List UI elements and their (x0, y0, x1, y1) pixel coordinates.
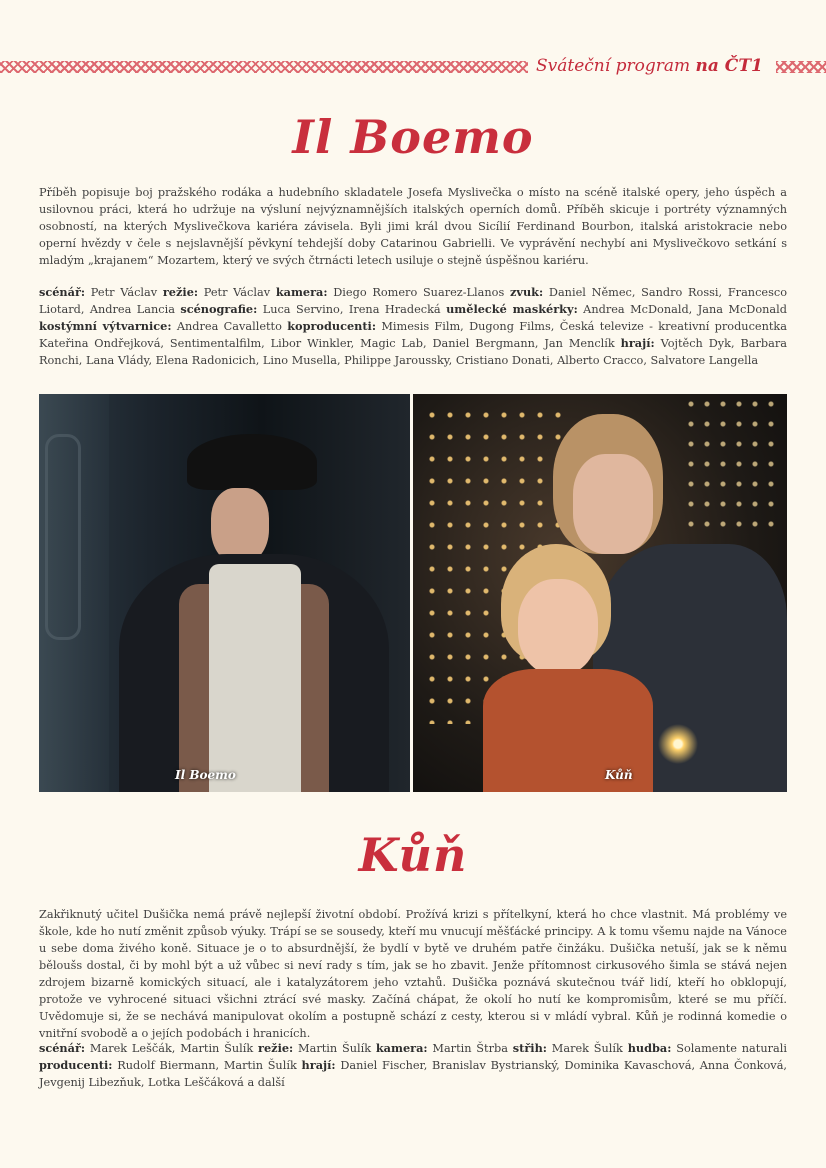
credit-value: Andrea McDonald, Jana McDonald (583, 303, 787, 316)
photo-sparkler (658, 724, 698, 764)
credit-value: Luca Servino, Irena Hradecká (262, 303, 441, 316)
credit-label: scénář: (39, 1041, 86, 1055)
credit-label: scénografie: (180, 302, 258, 316)
decorative-pattern-left (0, 61, 528, 73)
film-synopsis-il-boemo: Příběh popisuje boj pražského rodáka a hudebního skladatele Josefa Myslivečka o místo na scéně italské opery, jeho úspěch a usilovnou práci, která ho udržuje na výsluní nejvýznamnějších italských operních domů. Příběh skicuje i portréty významných osobností, na kterých Myslivečkova kariéra závisela. Byli jimi král dvou Sicílií Ferdinand Bourbon, italská aristokracie nebo operní hvězdy v čele s nejslavnější pěvkyní tehdejší doby Catarinou Gabrielli. Ve vyprávění nechybí ani Myslivečkovo setkání s mladým „krajanem“ Mozartem, který ve svých čtrnácti letech usiluje o stejně úspěšnou kariéru. (39, 186, 787, 267)
film-title-kun: Kůň (358, 828, 468, 882)
credit-value: Daniel Fischer, Branislav Bystrianský, Dominika Kavaschová, Anna Čonková, Jevgenij Libezňuk, Lotka Leščáková a další (39, 1059, 788, 1089)
credit-label: kamera: (275, 285, 328, 299)
film-title-il-boemo: Il Boemo (292, 110, 534, 164)
credit-value: Daniel Němec, Sandro Rossi, Francesco Liotard, Andrea Lancia (39, 286, 788, 316)
credit-value: Andrea Cavalletto (176, 320, 282, 333)
credit-label: kamera: (375, 1041, 428, 1055)
channel-label: na ČT1 (695, 56, 763, 76)
photo-waistcoat (209, 564, 301, 792)
credit-label: scénář: (39, 285, 86, 299)
credit-label: hrají: (301, 1058, 336, 1072)
credit-label: zvuk: (509, 285, 544, 299)
photo-door-ornament (45, 434, 81, 640)
credit-label: střih: (512, 1041, 547, 1055)
photo-face (211, 488, 269, 564)
credit-label: kostýmní výtvarnice: (39, 319, 172, 333)
credit-value: Marek Leščák, Martin Šulík (89, 1042, 254, 1055)
credit-label: režie: (162, 285, 199, 299)
photo-woman-face (573, 454, 653, 554)
credit-value: Solamente naturali (676, 1042, 787, 1055)
film-credits-il-boemo (39, 284, 787, 369)
credit-label: režie: (258, 1041, 294, 1055)
film-synopsis-kun: Zakřiknutý učitel Dušička nemá právě nejlepší životní období. Prožívá krizi s přítelkyní, která ho chce vlastnit. Má problémy ve škole, kde ho nutí změnit způsob výuky. Trápí se se sousedy, kteří mu vnucují měšťácké principy. A k tomu všemu najde na Vánoce u sebe doma živého koně. Situace je o to absurdnější, že bydlí v bytě ve druhém patře činžáku. Dušička netuší, jak se k němu běloušs dostal, či by mohl být a už vůbec si neví rady s tím, jak se ho zbavit. Jenže přítomnost cirkusového šimla se stává nejen zdrojem bizarně komických situací, ale i katalyzátorem jeho vztahů. Dušička poznává skutečnou tvář lidí, kteří ho obklopují, protože ve vyhrocené situaci všichni ztrácí své masky. Začíná chápat, že okolí ho nutí ke kompromisům, které se mu příčí. Uvědomuje si, že se nechává manipulovat okolím a postupně schází z cesty, kterou si v mládí vybral. Kůň je rodinná komedie o vnitřní svobodě a o jejích podobách i hranicích. (39, 908, 787, 1040)
photo-kun (413, 394, 787, 792)
photo-il-boemo (39, 394, 410, 792)
photo-girl-face (518, 579, 598, 675)
credit-value: Rudolf Biermann, Martin Šulík (117, 1059, 297, 1072)
credit-label: hrají: (620, 336, 655, 350)
credit-label: producenti: (39, 1058, 113, 1072)
credit-value: Petr Václav (203, 286, 271, 299)
photo-caption-kun: Kůň (605, 768, 633, 782)
photo-caption-il-boemo: Il Boemo (175, 768, 236, 782)
decorative-pattern-right (776, 61, 826, 73)
credit-label: hudba: (627, 1041, 672, 1055)
program-label: Sváteční program (536, 56, 691, 76)
header-program-label (536, 56, 763, 76)
credit-value: Martin Šulík (298, 1042, 372, 1055)
credit-value: Petr Václav (90, 286, 158, 299)
credit-value: Diego Romero Suarez-Llanos (333, 286, 505, 299)
credit-label: koproducenti: (287, 319, 377, 333)
header-band (0, 56, 826, 78)
film-credits-kun (39, 1040, 787, 1091)
credit-value: Vojtěch Dyk, Barbara Ronchi, Lana Vlády, Elena Radonicich, Lino Musella, Philippe Jaroussky, Cristiano Donati, Alberto Cracco, Salvatore Langella (39, 337, 788, 367)
photo-hat (187, 434, 317, 490)
credit-value: Martin Štrba (432, 1042, 508, 1055)
credit-label: umělecké maskérky: (446, 302, 578, 316)
photo-string-lights-right (683, 394, 783, 534)
credit-value: Mimesis Film, Dugong Films, Česká televize - kreativní producentka Kateřina Ondřejková, Sentimentalfilm, Libor Winkler, Magic Lab, Daniel Bergmann, Jan Menclík (39, 320, 787, 350)
credit-value: Marek Šulík (551, 1042, 623, 1055)
